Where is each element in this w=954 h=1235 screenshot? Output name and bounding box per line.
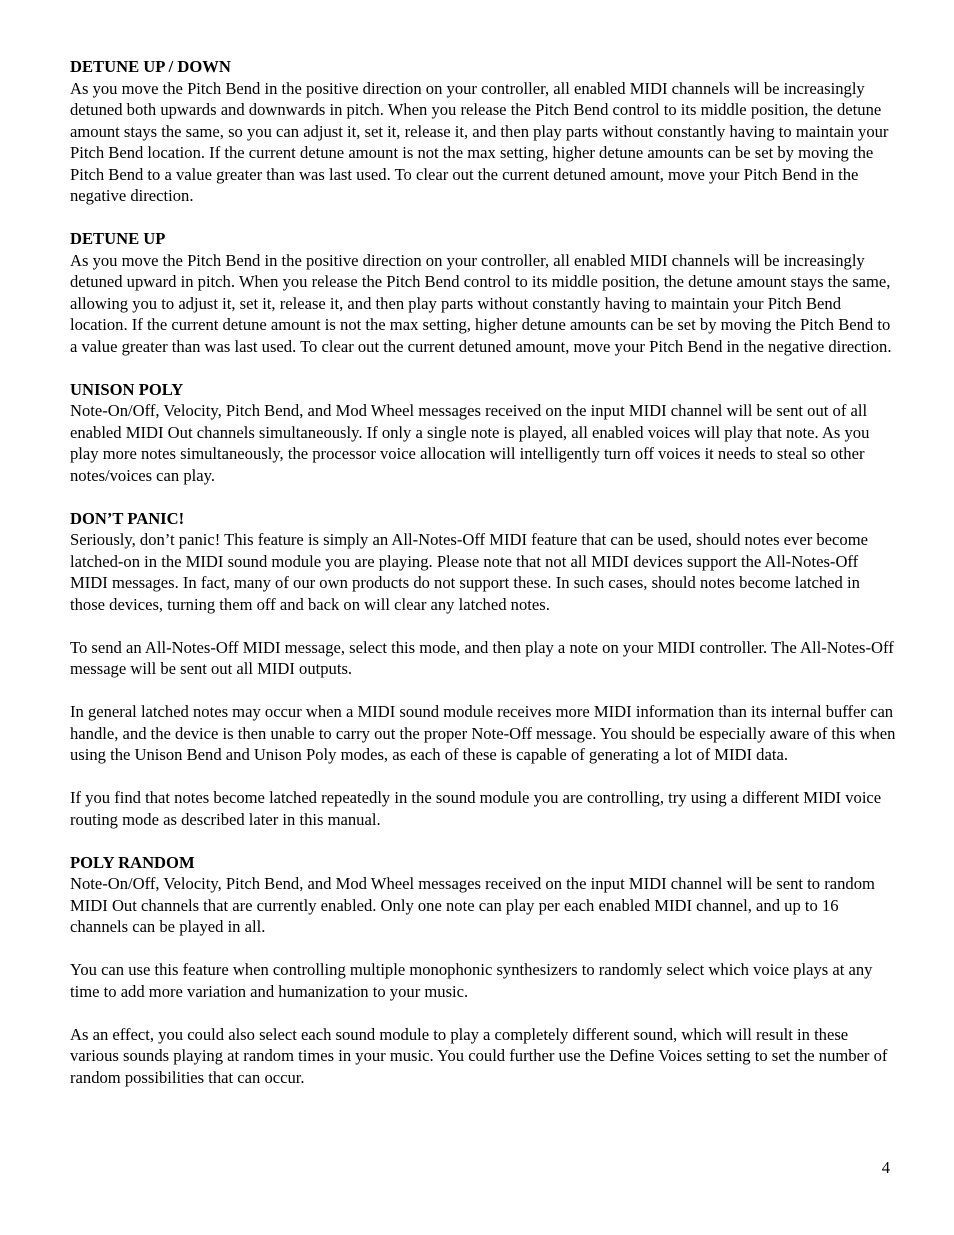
section-heading: DETUNE UP	[70, 229, 166, 248]
section-dont-panic	[70, 508, 896, 831]
section-paragraph: You can use this feature when controlling multiple monophonic synthesizers to randomly select which voice plays at any time to add more variation and humanization to your music.	[70, 960, 873, 1001]
section-detune-up-down	[70, 56, 896, 207]
document-page	[70, 56, 896, 1110]
section-heading: POLY RANDOM	[70, 852, 195, 872]
page-number: 4	[881, 1158, 890, 1177]
section-paragraph: Note-On/Off, Velocity, Pitch Bend, and Mod Wheel messages received on the input MIDI channel will be sent out of all enabled MIDI Out channels simultaneously. If only a single note is played, all enabled voices will play that note. As you play more notes simultaneously, the processor voice allocation will intelligently turn off voices it needs to steal so other notes/voices can play.	[70, 401, 870, 485]
section-paragraph: As you move the Pitch Bend in the positive direction on your controller, all enabled MIDI channels will be increasingly detuned both upwards and downwards in pitch. When you release the Pitch Bend control to its middle position, the detune amount stays the same, so you can adjust it, set it, release it, and then play parts without constantly having to maintain your Pitch Bend location. If the current detune amount is not the max setting, higher detune amounts can be set by moving the Pitch Bend to a value greater than was last used. To clear out the current detuned amount, move your Pitch Bend in the negative direction.	[70, 78, 889, 205]
section-poly-random	[70, 852, 896, 1089]
section-paragraph: If you find that notes become latched repeatedly in the sound module you are controlling, try using a different MIDI voice routing mode as described later in this manual.	[70, 788, 882, 829]
section-paragraph: As an effect, you could also select each sound module to play a completely different sound, which will result in these various sounds playing at random times in your music. You could further use the Define Voices setting to set the number of random possibilities that can occur.	[70, 1024, 888, 1087]
section-heading: DON’T PANIC!	[70, 508, 185, 528]
section-paragraph: Seriously, don’t panic! This feature is simply an All-Notes-Off MIDI feature that can be used, should notes ever become latched-on in the MIDI sound module you are playing. Please note that not all MIDI devices support the All-Notes-Off MIDI messages. In fact, many of our own products do not support these. In such cases, should notes become latched in those devices, turning them off and back on will clear any latched notes.	[70, 530, 868, 614]
section-unison-poly	[70, 379, 896, 487]
section-heading: DETUNE UP / DOWN	[70, 57, 231, 76]
section-paragraph: As you move the Pitch Bend in the positive direction on your controller, all enabled MIDI channels will be increasingly detuned upward in pitch. When you release the Pitch Bend control to its middle position, the detune amount stays the same, allowing you to adjust it, set it, release it, and then play parts without constantly having to maintain your Pitch Bend location. If the current detune amount is not the max setting, higher detune amounts can be set by moving the Pitch Bend to a value greater than was last used. To clear out the current detuned amount, move your Pitch Bend in the negative direction.	[70, 250, 892, 356]
section-paragraph: Note-On/Off, Velocity, Pitch Bend, and Mod Wheel messages received on the input MIDI channel will be sent to random MIDI Out channels that are currently enabled. Only one note can play per each enabled MIDI channel, and up to 16 channels can be played in all.	[70, 874, 875, 936]
section-detune-up	[70, 228, 896, 357]
section-heading: UNISON POLY	[70, 379, 184, 399]
section-paragraph: In general latched notes may occur when a MIDI sound module receives more MIDI information than its internal buffer can handle, and the device is then unable to carry out the proper Note-Off message. You should be especially aware of this when using the Unison Bend and Unison Poly modes, as each of these is capable of generating a lot of MIDI data.	[70, 702, 896, 764]
section-paragraph: To send an All-Notes-Off MIDI message, select this mode, and then play a note on your MIDI controller. The All-Notes-Off message will be sent out all MIDI outputs.	[70, 637, 894, 678]
